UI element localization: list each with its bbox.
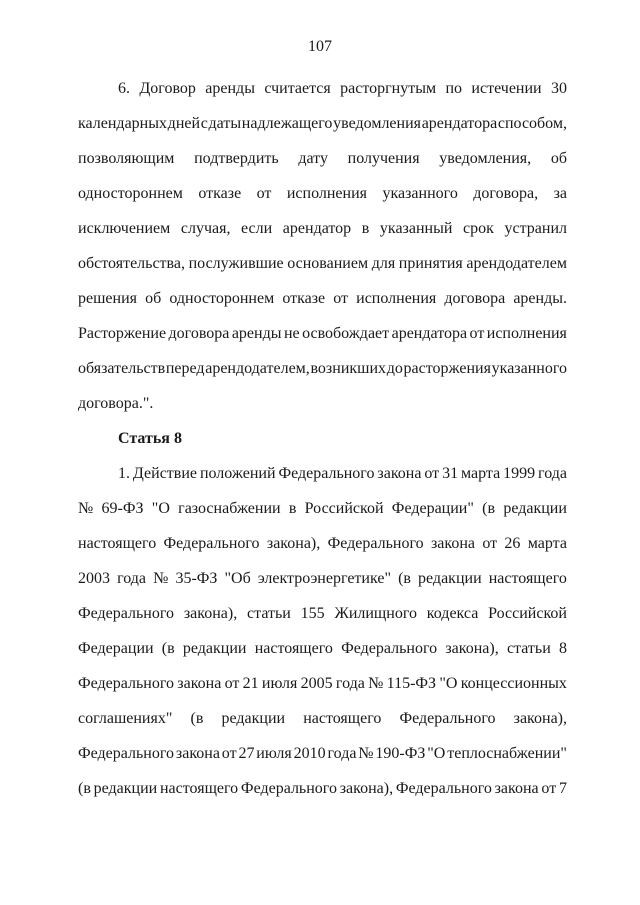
word: от (224, 675, 240, 692)
word: отказе (198, 185, 242, 202)
word: "О (151, 500, 170, 517)
word: в (288, 500, 297, 517)
word: настоящего (303, 710, 382, 727)
word: исполнения (356, 290, 437, 307)
word: закона (430, 535, 475, 552)
word: концессионных (460, 675, 567, 692)
word: срок (463, 220, 494, 237)
word: уведомления (333, 115, 422, 132)
text-line (118, 464, 567, 484)
word: настоящего (488, 570, 567, 587)
word: за (553, 185, 567, 202)
word: кодекса (426, 605, 479, 622)
word: дату (298, 150, 328, 167)
word: указанный (379, 220, 453, 237)
word: арендатора (391, 325, 468, 342)
text-line (78, 499, 567, 519)
word: указанного (491, 360, 567, 377)
text-line: договора.". (78, 395, 154, 412)
word: от (469, 325, 485, 342)
word: статьи (247, 605, 291, 622)
word: Федерального (163, 535, 260, 552)
word: Федерального (327, 535, 424, 552)
text-line (78, 359, 567, 379)
word: "Об (224, 570, 251, 587)
text-line (78, 779, 567, 799)
word: № (153, 570, 169, 587)
word: закона (494, 780, 539, 797)
text-line (78, 709, 567, 729)
word: уведомления, (439, 150, 532, 167)
word: одностороннем (169, 290, 275, 307)
word: аренды (205, 80, 255, 97)
text-line (78, 114, 567, 134)
word: в (361, 220, 370, 237)
word: считается (264, 80, 331, 97)
word: редакции (182, 640, 247, 657)
word: основанием (287, 255, 369, 272)
word: арендодателем (466, 255, 567, 272)
word: года (538, 465, 567, 482)
word: способом, (497, 115, 567, 132)
text-line (78, 744, 567, 764)
word: 31 (442, 465, 459, 482)
word: не (283, 325, 300, 342)
word: для (371, 255, 396, 272)
text-line (78, 604, 567, 624)
word: календарных (78, 115, 167, 132)
text-line (78, 184, 567, 204)
word: надлежащего (241, 115, 333, 132)
word: Российской (304, 500, 384, 517)
word: закона (175, 745, 220, 762)
word: июля (261, 675, 298, 692)
word: Федерального (341, 640, 438, 657)
word: (в (398, 570, 411, 587)
word: 8 (559, 640, 567, 657)
word: от (482, 535, 498, 552)
word: возникших (310, 360, 387, 377)
word: Федерального (395, 780, 492, 797)
word: Жилищного (334, 605, 417, 622)
word: устранил (504, 220, 567, 237)
word: марта (527, 535, 567, 552)
word: дней (167, 115, 201, 132)
word: обязательств (78, 360, 166, 377)
word: об (550, 150, 567, 167)
text-line (78, 674, 567, 694)
word: арендатор (282, 220, 352, 237)
text-line (78, 639, 567, 659)
word: Федерального (78, 605, 175, 622)
page-number: 107 (308, 38, 332, 55)
word: Федерации" (391, 500, 474, 517)
word: "О (439, 675, 458, 692)
word: Федерального (399, 710, 496, 727)
word: подтвердить (194, 150, 279, 167)
word: перед (165, 360, 205, 377)
word: послужившие (188, 255, 284, 272)
word: настоящего (78, 535, 157, 552)
word: исполнения (486, 325, 567, 342)
word: закона), (339, 780, 394, 797)
word: от (541, 780, 557, 797)
word: (в (482, 500, 496, 517)
word: настоящего (159, 780, 239, 797)
word: № (368, 675, 384, 692)
word: исключением (78, 220, 171, 237)
word: исполнения (286, 185, 368, 202)
word: закона), (183, 605, 238, 622)
word: договора (168, 325, 230, 342)
word: аренды. (513, 290, 567, 307)
word: обстоятельства, (78, 255, 185, 272)
word: от (424, 465, 440, 482)
word: Расторжение (78, 325, 167, 342)
word: 2005 (300, 675, 333, 692)
word: 6. (118, 80, 130, 97)
word: с (200, 115, 208, 132)
word: расторгнутым (340, 80, 437, 97)
word: года (327, 745, 357, 762)
word: положений (199, 465, 276, 482)
word: газоснабжении (178, 500, 281, 517)
word: расторжения (403, 360, 491, 377)
word: Федерального (240, 780, 337, 797)
word: позволяющим (78, 150, 175, 167)
word: по (445, 80, 463, 97)
word: "О (427, 745, 446, 762)
word: арендодателем, (205, 360, 310, 377)
word: случая, (180, 220, 231, 237)
word: 7 (558, 780, 567, 797)
word: закона (377, 465, 422, 482)
word: статьи (506, 640, 551, 657)
word: принятия (398, 255, 463, 272)
word: марта (460, 465, 501, 482)
text-line (78, 149, 567, 169)
word: Федерального (78, 745, 175, 762)
word: закона), (513, 710, 567, 727)
word: 30 (551, 80, 567, 97)
word: редакции (221, 710, 286, 727)
word: Федерального (78, 675, 175, 692)
word: договора, (473, 185, 539, 202)
word: аренды (231, 325, 282, 342)
word: редакции (418, 570, 482, 587)
word: теплоснабжении" (447, 745, 567, 762)
text-line (78, 289, 567, 309)
word: получения (347, 150, 420, 167)
word: одностороннем (78, 185, 183, 202)
text-line (78, 219, 567, 239)
word: Федерального (278, 465, 375, 482)
word: до (386, 360, 403, 377)
word: 190-ФЗ (375, 745, 426, 762)
text-line (78, 569, 567, 589)
word: арендатора (421, 115, 498, 132)
word: от (333, 290, 349, 307)
word: № (358, 745, 374, 762)
word: настоящего (254, 640, 333, 657)
word: (в (78, 780, 91, 797)
word: даты (208, 115, 242, 132)
word: если (241, 220, 273, 237)
word: от (221, 745, 237, 762)
word: электроэнергетике" (257, 570, 391, 587)
word: Российской (488, 605, 567, 622)
word: об (145, 290, 162, 307)
word: (в (190, 710, 204, 727)
word: 1999 (503, 465, 536, 482)
word: 26 (504, 535, 521, 552)
text-line (78, 324, 567, 344)
word: 2003 (78, 570, 110, 587)
word: Договор (139, 80, 196, 97)
word: 1. (118, 465, 130, 482)
word: 155 (300, 605, 325, 622)
article-heading: Статья 8 (118, 430, 182, 447)
word: Действие (132, 465, 198, 482)
word: 35-ФЗ (175, 570, 218, 587)
word: истечении (471, 80, 542, 97)
word: освобождает (302, 325, 390, 342)
word: решения (78, 290, 138, 307)
word: июля (256, 745, 292, 762)
word: редакции (503, 500, 567, 517)
word: 27 (238, 745, 255, 762)
word: 21 (242, 675, 259, 692)
word: года (117, 570, 147, 587)
word: редакции (93, 780, 158, 797)
word: (в (161, 640, 175, 657)
word: № (78, 500, 94, 517)
text-line (118, 79, 567, 99)
word: закона), (266, 535, 321, 552)
word: Федерации (78, 640, 154, 657)
word: отказе (282, 290, 326, 307)
text-line (78, 534, 567, 554)
word: 115-ФЗ (386, 675, 437, 692)
word: от (256, 185, 272, 202)
word: закона), (445, 640, 499, 657)
word: закона (177, 675, 222, 692)
word: года (335, 675, 365, 692)
word: соглашениях" (78, 710, 173, 727)
word: 2010 (293, 745, 326, 762)
word: 69-ФЗ (101, 500, 144, 517)
word: договора (444, 290, 506, 307)
word: указанного (382, 185, 458, 202)
text-line (78, 254, 567, 274)
